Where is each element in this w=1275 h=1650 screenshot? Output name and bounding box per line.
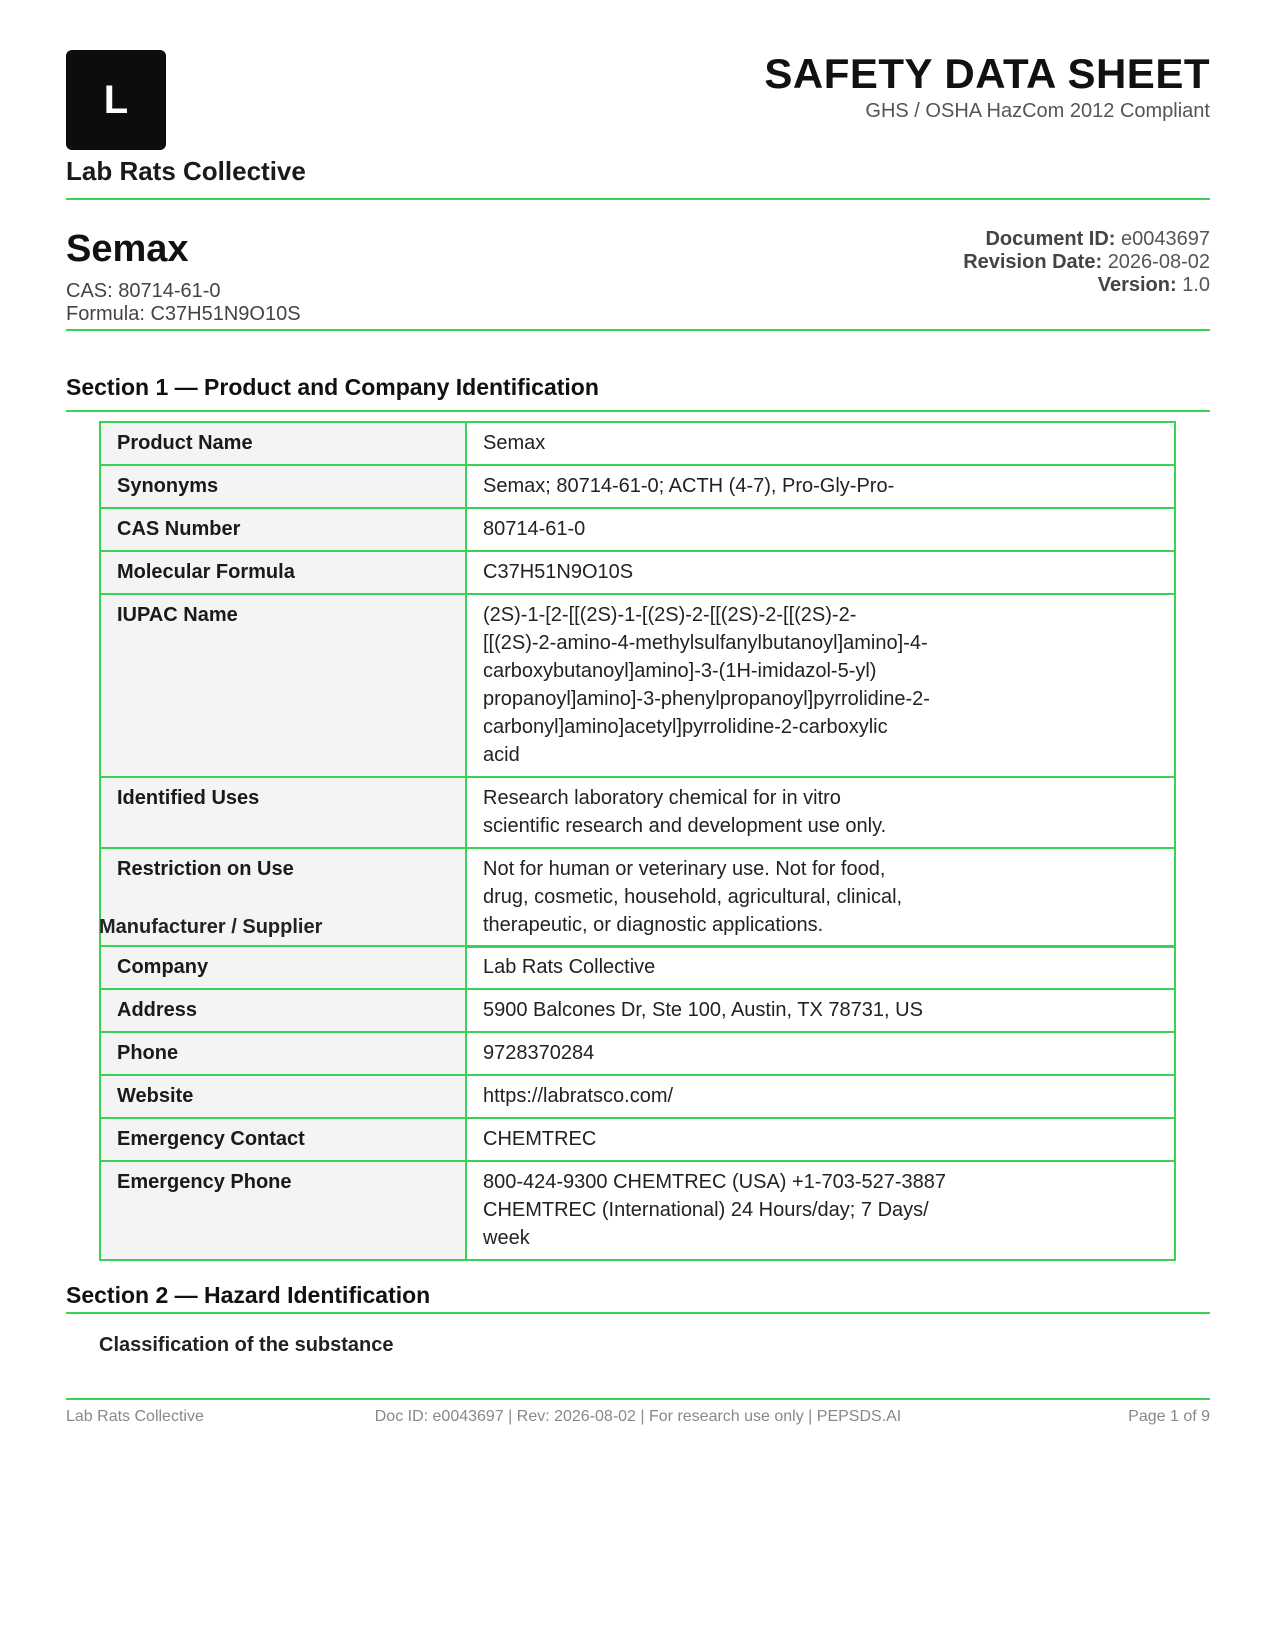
table-row bbox=[100, 1032, 1175, 1075]
table-row bbox=[100, 777, 1175, 848]
row-value bbox=[466, 594, 1175, 777]
row-value-text: Research laboratory chemical for in vitro scientific research and development use only. bbox=[483, 787, 887, 837]
product-identification-table bbox=[99, 421, 1176, 948]
footer-company: Lab Rats Collective bbox=[66, 1408, 204, 1425]
footer-page-number: Page 1 of 9 bbox=[1128, 1408, 1210, 1425]
row-value bbox=[466, 422, 1175, 465]
row-value-text: CHEMTREC bbox=[483, 1128, 597, 1150]
row-value-text: Semax; 80714-61-0; ACTH (4-7), Pro-Gly-Pro- bbox=[483, 475, 895, 497]
row-label: IUPAC Name bbox=[100, 594, 466, 777]
product-formula: Formula: C37H51N9O10S bbox=[66, 303, 301, 325]
logo-letter: L bbox=[103, 77, 129, 122]
table-row bbox=[100, 1118, 1175, 1161]
row-value-text: Not for human or veterinary use. Not for food, drug, cosmetic, household, agricultural, clinical, therapeutic, or diagnostic applications. bbox=[483, 858, 903, 936]
row-label: CAS Number bbox=[100, 508, 466, 551]
version-line bbox=[963, 274, 1210, 297]
document-subtitle: GHS / OSHA HazCom 2012 Compliant bbox=[865, 100, 1210, 122]
product-meta bbox=[66, 280, 301, 326]
row-label: Company bbox=[100, 946, 466, 989]
row-value bbox=[466, 777, 1175, 848]
row-value-text: C37H51N9O10S bbox=[483, 561, 634, 583]
row-label: Emergency Contact bbox=[100, 1118, 466, 1161]
row-value-text: 800-424-9300 CHEMTREC (USA) +1-703-527-3887 CHEMTREC (International) 24 Hours/day; 7 Days/ week bbox=[483, 1171, 947, 1249]
row-value bbox=[466, 946, 1175, 989]
row-value bbox=[466, 551, 1175, 594]
header-divider bbox=[66, 198, 1210, 200]
row-value-text: 9728370284 bbox=[483, 1042, 595, 1064]
row-value bbox=[466, 848, 1175, 947]
table-row bbox=[100, 1161, 1175, 1260]
company-name: Lab Rats Collective bbox=[66, 156, 306, 186]
row-value bbox=[466, 1075, 1175, 1118]
table-row bbox=[100, 465, 1175, 508]
row-value-text: Semax bbox=[483, 432, 546, 454]
table-row bbox=[100, 422, 1175, 465]
table-row bbox=[100, 946, 1175, 989]
doc-id-label: Document ID: bbox=[985, 228, 1116, 250]
document-header bbox=[66, 50, 1210, 190]
sds-page bbox=[66, 50, 1210, 1425]
doc-id-line bbox=[963, 228, 1210, 251]
row-value-text: (2S)-1-[2-[[(2S)-1-[(2S)-2-[[(2S)-2-[[(2S)-2- [[(2S)-2-amino-4-methylsulfanylbutanoyl]amino]-4- carboxybutanoyl]amino]-3-(1H-imidazol-5-yl) propanoyl]amino]-3-phenylpropanoyl]pyrrolidine-2- carbonyl]amino]acetyl]pyrrolidine-2-carboxylic acid bbox=[483, 604, 930, 766]
product-summary bbox=[66, 228, 1210, 323]
revision-line bbox=[963, 251, 1210, 274]
row-label: Identified Uses bbox=[100, 777, 466, 848]
product-name: Semax bbox=[66, 228, 189, 270]
document-meta bbox=[963, 228, 1210, 297]
revision-value: 2026-08-02 bbox=[1107, 251, 1210, 273]
row-label: Address bbox=[100, 989, 466, 1032]
row-value bbox=[466, 508, 1175, 551]
table-row bbox=[100, 508, 1175, 551]
row-value bbox=[466, 1118, 1175, 1161]
manufacturer-heading: Manufacturer / Supplier bbox=[99, 916, 323, 938]
classification-heading: Classification of the substance bbox=[99, 1334, 394, 1356]
table-row bbox=[100, 594, 1175, 777]
revision-label: Revision Date: bbox=[963, 251, 1103, 273]
row-label: Product Name bbox=[100, 422, 466, 465]
product-divider bbox=[66, 329, 1210, 331]
row-value bbox=[466, 1161, 1175, 1260]
version-value: 1.0 bbox=[1182, 274, 1210, 296]
row-value-text: Lab Rats Collective bbox=[483, 956, 656, 978]
row-label: Website bbox=[100, 1075, 466, 1118]
footer-doc-info: Doc ID: e0043697 | Rev: 2026-08-02 | For research use only | PEPSDS.AI bbox=[374, 1408, 902, 1425]
table-row bbox=[100, 1075, 1175, 1118]
website-link[interactable]: https://labratsco.com/ bbox=[483, 1085, 674, 1107]
row-value bbox=[466, 1032, 1175, 1075]
doc-id-value: e0043697 bbox=[1121, 228, 1210, 250]
section-1-heading: Section 1 — Product and Company Identification bbox=[66, 374, 599, 400]
manufacturer-table bbox=[99, 945, 1176, 1261]
row-label: Phone bbox=[100, 1032, 466, 1075]
document-title: SAFETY DATA SHEET bbox=[764, 50, 1210, 97]
section-2-divider bbox=[66, 1312, 1210, 1314]
section-1-divider bbox=[66, 410, 1210, 412]
version-label: Version: bbox=[1097, 274, 1177, 296]
row-label: Synonyms bbox=[100, 465, 466, 508]
row-value bbox=[466, 989, 1175, 1032]
row-value-text: 80714-61-0 bbox=[483, 518, 586, 540]
row-label: Molecular Formula bbox=[100, 551, 466, 594]
row-label: Restriction on Use bbox=[100, 848, 466, 947]
row-label: Emergency Phone bbox=[100, 1161, 466, 1260]
table-row bbox=[100, 989, 1175, 1032]
product-cas: CAS: 80714-61-0 bbox=[66, 280, 221, 302]
company-logo bbox=[66, 50, 166, 150]
row-value bbox=[466, 465, 1175, 508]
footer-divider bbox=[66, 1398, 1210, 1400]
row-value-text: 5900 Balcones Dr, Ste 100, Austin, TX 78731, US bbox=[483, 999, 923, 1021]
section-2-heading: Section 2 — Hazard Identification bbox=[66, 1282, 431, 1308]
table-row bbox=[100, 551, 1175, 594]
